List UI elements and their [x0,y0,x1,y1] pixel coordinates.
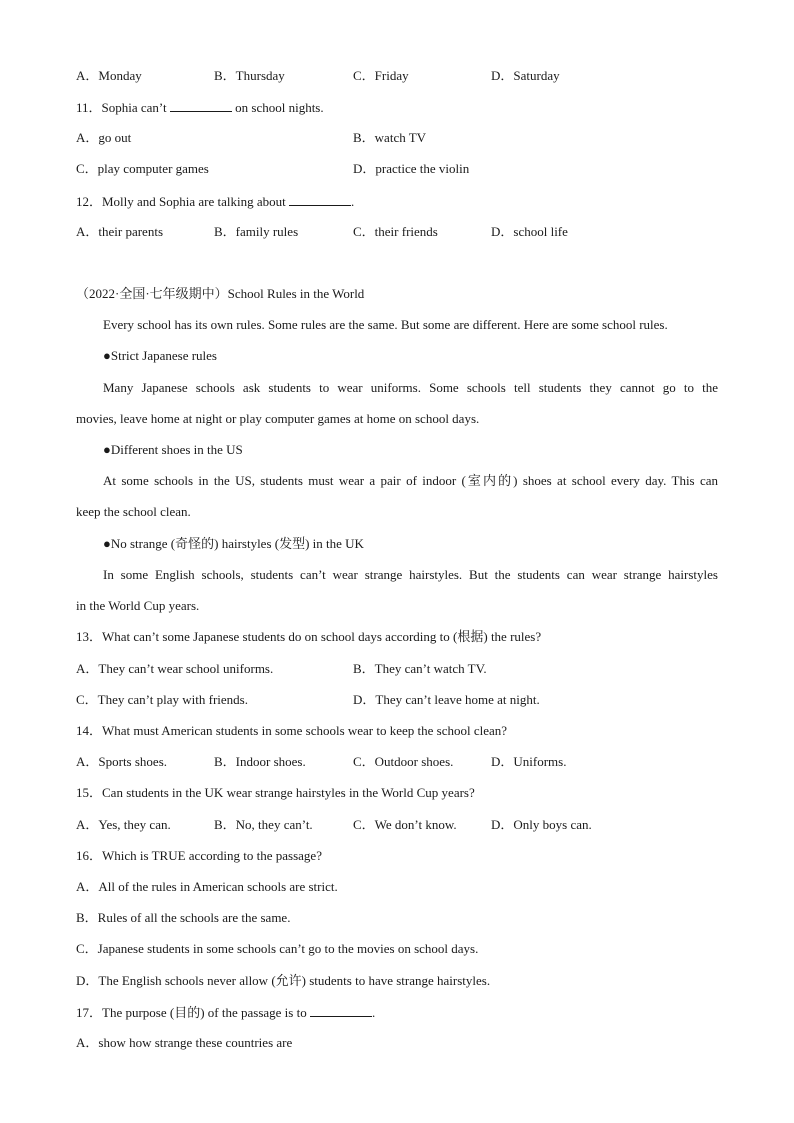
q12-option-b: B．family rules [214,224,299,239]
paragraph-uk-line2: in the World Cup years. [76,598,200,613]
q11-stem [76,99,324,116]
q13-option-c: C．They can’t play with friends. [76,692,248,707]
paragraph-japan-line2: movies, leave home at night or play computer games at home on school days. [76,411,480,426]
q10-option-b: B．Thursday [214,68,285,83]
section-heading-japan: ●Strict Japanese rules [103,348,217,363]
q11-stem-text: 11．Sophia can’t [76,100,167,115]
q16-option-b: B．Rules of all the schools are the same. [76,910,291,925]
q12-option-d: D．school life [491,224,568,239]
q17-stem-text: 17．The purpose (目的) of the passage is to [76,1005,307,1020]
section-heading-us: ●Different shoes in the US [103,442,243,457]
passage-intro: Every school has its own rules. Some rules are the same. But some are different. Here are some school rules. [103,317,668,332]
q14-stem: 14．What must American students in some schools wear to keep the school clean? [76,723,508,738]
q10-option-a: A．Monday [76,68,142,83]
q15-option-d: D．Only boys can. [491,817,592,832]
q17-blank [310,1004,372,1017]
q13-option-d: D．They can’t leave home at night. [353,692,540,707]
q14-option-d: D．Uniforms. [491,754,567,769]
q12-stem-end: . [351,194,355,209]
q13-option-a: A．They can’t wear school uniforms. [76,661,274,676]
q15-option-c: C．We don’t know. [353,817,457,832]
q12-stem [76,193,354,210]
q12-option-a: A．their parents [76,224,164,239]
q16-option-a: A．All of the rules in American schools are strict. [76,879,338,894]
q11-option-d: D．practice the violin [353,161,470,176]
paragraph-japan-line1: Many Japanese schools ask students to wear uniforms. Some schools tell students they cannot go to the [103,380,718,395]
q14-option-b: B．Indoor shoes. [214,754,306,769]
q17-stem [76,1004,375,1021]
paragraph-us-line2: keep the school clean. [76,504,191,519]
q11-stem-end: on school nights. [235,100,324,115]
q15-option-a: A．Yes, they can. [76,817,171,832]
paragraph-uk-line1: In some English schools, students can’t wear strange hairstyles. But the students can wear strange hairstyles [103,567,718,582]
q13-option-b: B．They can’t watch TV. [353,661,487,676]
paragraph-us-line1: At some schools in the US, students must wear a pair of indoor (室内的) shoes at school every day. This can [103,473,718,488]
section-heading-uk: ●No strange (奇怪的) hairstyles (发型) in the UK [103,536,364,551]
q10-option-d: D．Saturday [491,68,560,83]
q11-blank [170,99,232,112]
q17-stem-end: . [371,1005,376,1020]
q12-stem-text: 12．Molly and Sophia are talking about [76,194,286,209]
q16-option-c: C．Japanese students in some schools can’t go to the movies on school days. [76,941,479,956]
q10-option-c: C．Friday [353,68,409,83]
passage-source-title: （2022·全国·七年级期中）School Rules in the World [76,286,365,301]
q11-option-a: A．go out [76,130,132,145]
q16-stem: 16．Which is TRUE according to the passage? [76,848,322,863]
q13-stem: 13．What can’t some Japanese students do on school days according to (根据) the rules? [76,629,542,644]
q12-blank [289,193,351,206]
q17-option-a: A．show how strange these countries are [76,1035,293,1050]
q15-option-b: B．No, they can’t. [214,817,313,832]
q14-option-a: A．Sports shoes. [76,754,168,769]
q11-option-b: B．watch TV [353,130,427,145]
q16-option-d: D．The English schools never allow (允许) students to have strange hairstyles. [76,973,491,988]
q12-option-c: C．their friends [353,224,438,239]
q15-stem: 15．Can students in the UK wear strange hairstyles in the World Cup years? [76,785,475,800]
q11-option-c: C．play computer games [76,161,209,176]
q14-option-c: C．Outdoor shoes. [353,754,454,769]
